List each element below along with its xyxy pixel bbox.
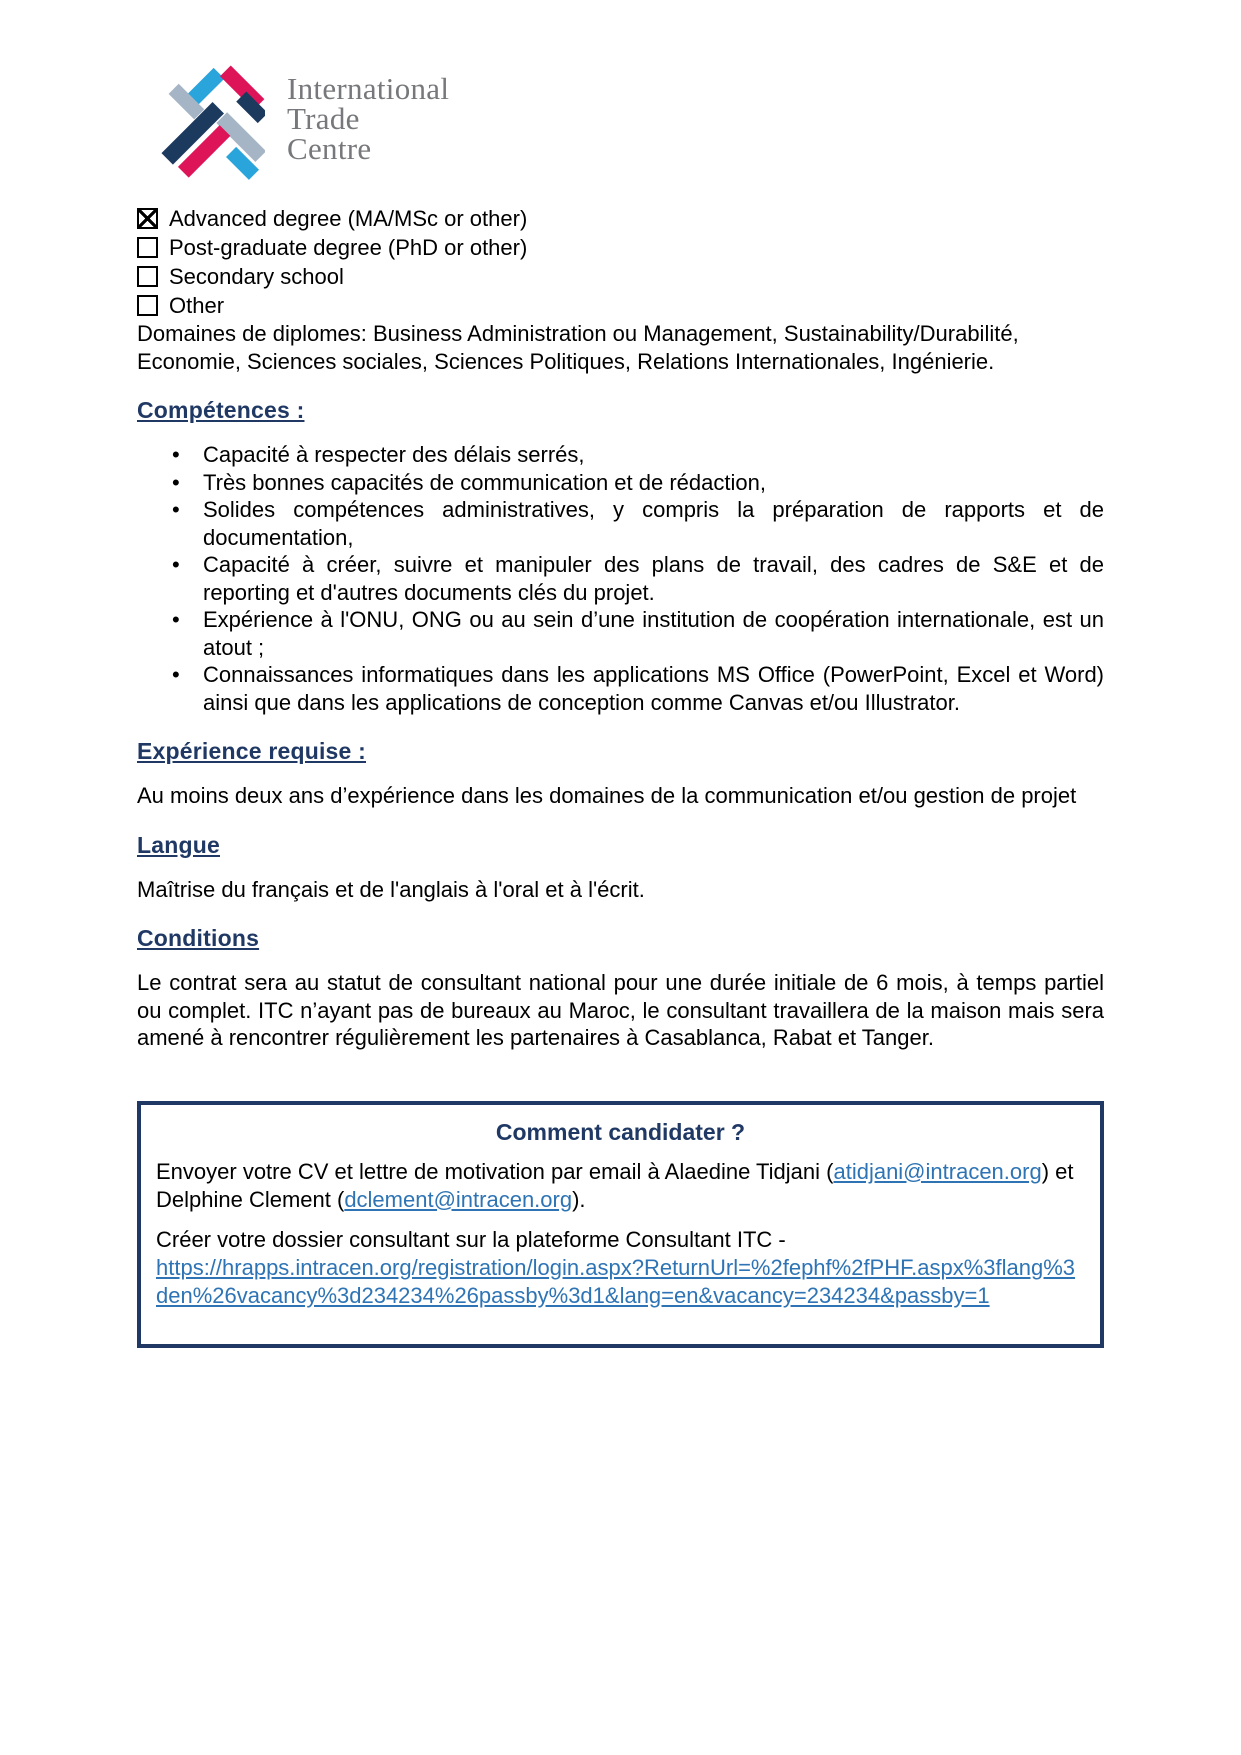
competences-heading: Compétences : <box>137 397 305 423</box>
how-to-apply-heading: Comment candidater ? <box>495 1118 746 1145</box>
list-item-text: • Très bonnes capacités de communication et de rédaction, <box>203 469 766 495</box>
list-item-text: • Capacité à créer, suivre et manipuler des plans de travail, des cadres de S&E et de reporting et d'autres documents clés du projet. <box>203 552 1104 605</box>
list-item <box>172 469 1104 497</box>
education-option-advanced-degree <box>137 204 1104 233</box>
checkbox-icon <box>137 295 158 316</box>
education-option-label: Post-graduate degree (PhD or other) <box>169 234 528 260</box>
email-link-dclement[interactable]: dclement@intracen.org <box>344 1186 573 1212</box>
registration-url-link[interactable]: https://hrapps.intracen.org/registration/login.aspx?ReturnUrl=%2fephf%2fPHF.aspx%3flang%3den%26vacancy%3d234234%26passby%3d1&lang=en&vacancy=234234&passby=1 <box>156 1254 1076 1308</box>
list-item <box>172 551 1104 606</box>
list-item <box>172 661 1104 716</box>
conditions-text: Le contrat sera au statut de consultant national pour une durée initiale de 6 mois, à temps partiel ou complet. ITC n’ayant pas de bureaux au Maroc, le consultant travaillera de la maison mais sera amené à rencontrer régulièrement les partenaires à Casablanca, Rabat et Tanger. <box>137 970 1104 1050</box>
how-to-apply-box <box>137 1101 1104 1348</box>
apply-text-before-email1: Envoyer votre CV et lettre de motivation par email à Alaedine Tidjani ( <box>156 1158 834 1184</box>
checkbox-icon <box>137 266 158 287</box>
list-item <box>172 606 1104 661</box>
list-item-text: • Expérience à l'ONU, ONG ou au sein d’une institution de coopération internationale, est un atout ; <box>203 607 1104 660</box>
list-item-text: • Capacité à respecter des délais serrés, <box>203 442 585 467</box>
langue-heading: Langue <box>137 831 220 858</box>
itc-logo-mark-icon <box>149 60 265 180</box>
conditions-heading: Conditions <box>137 925 260 951</box>
list-item <box>172 441 1104 469</box>
list-item-text: • Solides compétences administratives, y compris la préparation de rapports et de documentation, <box>203 497 1104 550</box>
logo-word-3: Centre <box>287 131 372 166</box>
experience-text: Au moins deux ans d’expérience dans les domaines de la communication et/ou gestion de projet <box>137 783 1077 808</box>
education-checklist <box>137 204 1104 320</box>
langue-text: Maîtrise du français et de l'anglais à l'oral et à l'écrit. <box>137 876 645 902</box>
competences-list <box>137 441 1104 716</box>
experience-heading: Expérience requise : <box>137 738 366 764</box>
itc-logo <box>137 60 1104 180</box>
consultant-platform-text: Créer votre dossier consultant sur la plateforme Consultant ITC - <box>156 1226 786 1252</box>
education-option-secondary-school <box>137 262 1104 291</box>
apply-text-between-emails: ) et Delphine Clement ( <box>156 1158 1074 1212</box>
email-link-atidjani[interactable]: atidjani@intracen.org <box>833 1158 1042 1184</box>
list-item-text: • Connaissances informatiques dans les applications MS Office (PowerPoint, Excel et Word) ainsi que dans les applications de conception comme Canvas et/ou Illustrator. <box>203 662 1104 715</box>
consultant-platform-paragraph <box>156 1226 1085 1310</box>
list-item <box>172 496 1104 551</box>
education-option-other <box>137 291 1104 320</box>
education-option-label: Advanced degree (MA/MSc or other) <box>169 205 528 231</box>
apply-text-after-email2: ). <box>572 1186 586 1212</box>
itc-logo-icon <box>149 60 265 180</box>
checkbox-checked-icon <box>137 208 158 229</box>
logo-word-2: Trade <box>287 101 360 136</box>
logo-word-1: International <box>287 71 450 106</box>
education-option-label: Other <box>169 292 225 318</box>
education-option-postgraduate <box>137 233 1104 262</box>
itc-logo-wordmark <box>287 60 449 164</box>
education-option-label: Secondary school <box>169 263 344 289</box>
apply-instructions-paragraph <box>156 1158 1085 1214</box>
checkbox-icon <box>137 237 158 258</box>
diploma-domains-text: Domaines de diplomes: Business Administration ou Management, Sustainability/Durabilité, Economie, Sciences sociales, Sciences Politiques, Relations Internationales, Ingénierie. <box>137 321 1019 374</box>
